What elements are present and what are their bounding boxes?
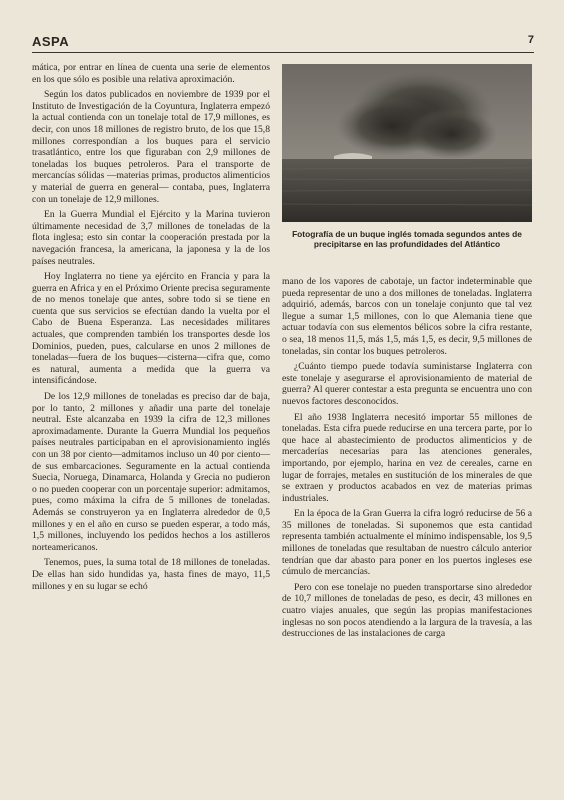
magazine-title: ASPA xyxy=(32,34,70,49)
paragraph: mano de los vapores de cabotaje, un factor indeterminable que pueda representar de uno a dos millones de toneladas. Inglaterra adquirió, además, barcos con un tonelaje conjunto que tal vez llegue a sumar 1,5 millones, con lo que Alemania tiene que actuar todavía con sus elementos bélicos sobre la cifra restante, o sea, 18 menos 11,5, más 1,5, más 1,5, es decir, 9,5 millones de toneladas, sin contar los buques petroleros. xyxy=(282,276,532,357)
page-number: 7 xyxy=(527,34,534,46)
paragraph: Tenemos, pues, la suma total de 18 millones de toneladas. De ellas han sido hundidas ya, hasta fines de mayo, 11,5 millones y en su lugar se echó xyxy=(32,557,270,592)
left-column xyxy=(32,62,270,596)
paragraph: Pero con ese tonelaje no pueden transportarse sino alrededor de 10,7 millones de toneladas de peso, es decir, 43 millones en cuatro viajes anuales, que según las propias manifestaciones inglesas no son pocos atendiendo a la largura de la travesía, a las destrucciones de las instalaciones de carga xyxy=(282,581,532,640)
paragraph: mática, por entrar en línea de cuenta una serie de elementos en los que sólo es posible una relativa aproximación. xyxy=(32,62,270,85)
paragraph: En la época de la Gran Guerra la cifra logró reducirse de 56 a 35 millones de toneladas. Si suponemos que esta cantidad representa también actualmente el mínimo indispensable, los 9,5 millones de toneladas que resultaban de nuestro cálculo anterior tendrían que dar abasto para poner en los puertos ingleses ese cúmulo de mercancías. xyxy=(282,508,532,578)
ship-sinking-photo xyxy=(282,64,532,222)
paragraph: En la Guerra Mundial el Ejército y la Marina tuvieron últimamente necesidad de 3,7 millones de toneladas de la flota inglesa; esto sin contar la cooperación prestada por la navegación francesa, la americana, la japonesa y la de los países neutrales. xyxy=(32,209,270,267)
paragraph: ¿Cuánto tiempo puede todavía suministarse Inglaterra con este tonelaje y asegurarse el aprovisionamiento de material de guerra? Al querer contestar a esta pregunta se encuentra uno con nuevos factores desconocidos. xyxy=(282,361,532,407)
paragraph: El año 1938 Inglaterra necesitó importar 55 millones de toneladas. Esta cifra puede reducirse en una tercera parte, por lo que hace al abastecimiento de productos alimenticios y de mercaderías necesarias para las atenciones generales, importando, por ejemplo, harina en vez de cereales, carne en lugar de forrajes, metales en sustitución de los minerales de que se extraen y productos acabados en vez de materias primas industriales. xyxy=(282,411,532,504)
photo-caption: Fotografía de un buque inglés tomada segundos antes de precipitarse en las profundidades del Atlántico xyxy=(292,229,522,250)
paragraph: Hoy Inglaterra no tiene ya ejército en Francia y para la guerra en Africa y en el Próximo Oriente precisa seguramente de no menos tonelaje que antes, sobre todo si se tiene en cuenta que sus servicios se efectúan dando la vuelta por el Cabo de Buena Esperanza. Las necesidades militares actuales, que comprenden también los transportes desde los Dominios, pueden, pues, calcularse en unos 2 millones de toneladas—fuera de los buques—cisterna—cifra que, como es natural, aumenta a medida que la guerra va intensificándose. xyxy=(32,271,270,387)
paragraph: Según los datos publicados en noviembre de 1939 por el Instituto de Investigación de la Coyuntura, Inglaterra empezó la actual contienda con un tonelaje total de 17,9 millones, es decir, con unos 18 millones de registro bruto, de los que 15,8 millones correspondían a los buques para el servicio trasatlántico, entre los que figuraban con 2,9 millones de toneladas los buques petroleros. Para el transporte de mercancías sólidas —materias primas, productos alimenticios y material de guerra en general— contaba, pues, Inglaterra con un tonelaje de 12,9 millones. xyxy=(32,89,270,205)
paragraph: De los 12,9 millones de toneladas es preciso dar de baja, por lo tanto, 2 millones y añadir una parte del tonelaje neutral. Este alcanzaba en 1939 la cifra de 12,3 millones aproximadamente. Durante la Guerra Mundial los pequeños países neutrales participaban en el aprovisionamiento inglés con un 38 por ciento—admitamos incluso un 40 por ciento—de sus embarcaciones. Seguramente en la actual contienda Suecia, Noruega, Dinamarca, Holanda y Grecia no pudieron o no pueden cooperar con un porcentaje superior: admitamos, pues, como máxima la cifra de 5 millones de toneladas. Además se construyeron ya en Inglaterra alrededor de 0,5 millones y en el año en curso se pueden esperar, a todo más, 1,5 millones, incluyendo los pedidos hechos a los astilleros norteamericanos. xyxy=(32,391,270,553)
header-rule xyxy=(32,52,534,53)
right-column xyxy=(282,276,532,644)
